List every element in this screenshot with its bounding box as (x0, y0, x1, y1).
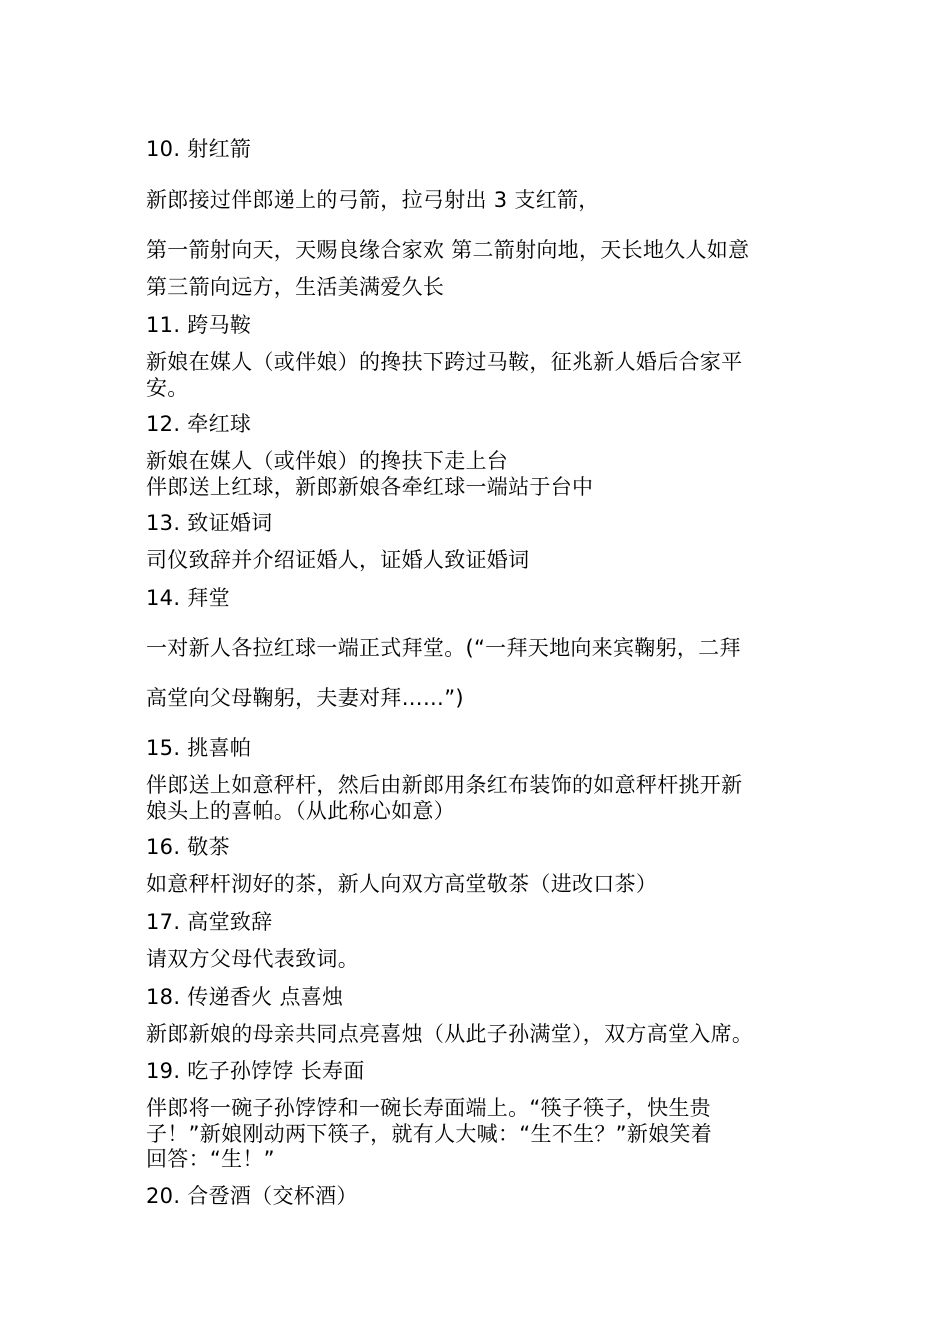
section-14-line-2: 高堂向父母鞠躬，夫妻对拜……”) (146, 686, 464, 710)
section-16-line-1: 如意秤杆沏好的茶，新人向双方高堂敬茶（进改口茶） (146, 872, 658, 896)
section-20-heading: 20. 合卺酒（交杯酒） (146, 1184, 358, 1208)
section-15-line-1: 伴郎送上如意秤杆，然后由新郎用条红布装饰的如意秤杆挑开新 (146, 773, 743, 797)
section-18-line-1: 新郎新娘的母亲共同点亮喜烛（从此子孙满堂），双方高堂入席。 (146, 1022, 754, 1046)
section-16-heading: 16. 敬茶 (146, 835, 230, 859)
section-10-line-3: 第三箭向远方，生活美满爱久长 (146, 275, 445, 299)
section-14-heading: 14. 拜堂 (146, 586, 230, 610)
section-17-line-1: 请双方父母代表致词。 (146, 947, 359, 971)
section-13-heading: 13. 致证婚词 (146, 511, 273, 535)
section-10-line-2: 第一箭射向天，天赐良缘合家欢 第二箭射向地，天长地久人如意 (146, 238, 750, 262)
section-12-line-2: 伴郎送上红球，新郎新娘各牵红球一端站于台中 (146, 475, 594, 499)
section-15-heading: 15. 挑喜帕 (146, 736, 252, 760)
section-19-line-2: 子！”新娘刚动两下筷子，就有人大喊：“生不生？”新娘笑着 (146, 1122, 713, 1146)
section-12-heading: 12. 牵红球 (146, 412, 252, 436)
section-14-line-1: 一对新人各拉红球一端正式拜堂。(“一拜天地向来宾鞠躬，二拜 (146, 636, 741, 660)
section-11-line-2: 安。 (146, 376, 189, 400)
section-10-heading: 10. 射红箭 (146, 137, 252, 161)
section-13-line-1: 司仪致辞并介绍证婚人，证婚人致证婚词 (146, 548, 530, 572)
section-11-heading: 11. 跨马鞍 (146, 313, 252, 337)
section-19-heading: 19. 吃子孙饽饽 长寿面 (146, 1059, 365, 1083)
section-11-line-1: 新娘在媒人（或伴娘）的搀扶下跨过马鞍，征兆新人婚后合家平 (146, 350, 743, 374)
section-19-line-1: 伴郎将一碗子孙饽饽和一碗长寿面端上。“筷子筷子，快生贵 (146, 1096, 711, 1120)
section-17-heading: 17. 高堂致辞 (146, 910, 273, 934)
section-10-line-1: 新郎接过伴郎递上的弓箭，拉弓射出 3 支红箭， (146, 188, 600, 212)
section-15-line-2: 娘头上的喜帕。（从此称心如意） (146, 799, 455, 823)
section-18-heading: 18. 传递香火 点喜烛 (146, 985, 344, 1009)
section-19-line-3: 回答：“生！” (146, 1147, 275, 1171)
section-12-line-1: 新娘在媒人（或伴娘）的搀扶下走上台 (146, 449, 509, 473)
